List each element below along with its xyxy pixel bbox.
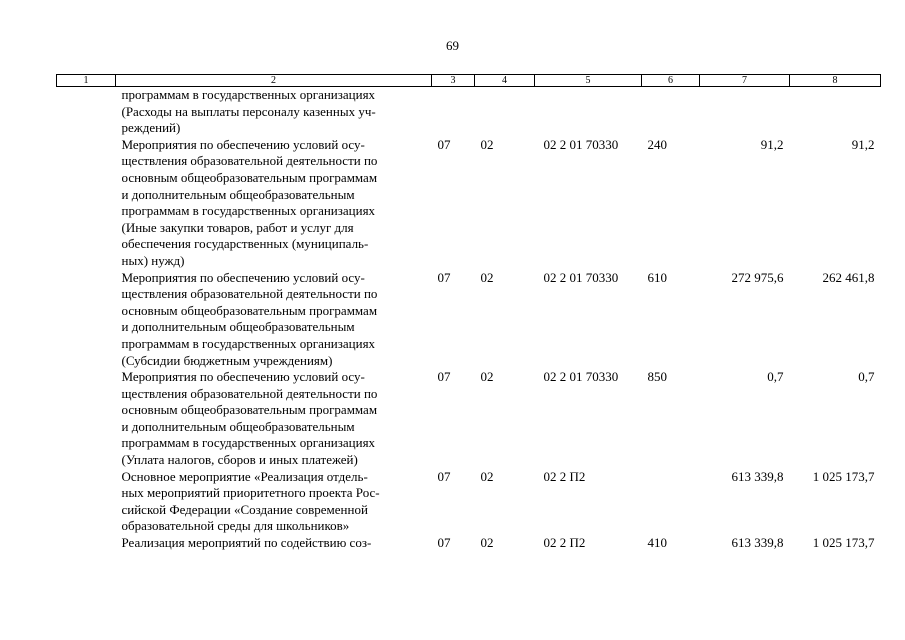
row-name-line: программам в государственных организациях — [121, 203, 376, 219]
row-name-line: реждений) — [121, 120, 181, 136]
subsection-code-cell: 02 — [480, 535, 494, 551]
table-row — [57, 137, 881, 270]
section-code-cell: 07 — [437, 269, 451, 285]
row-name-line: и дополнительным общеобразовательным — [121, 418, 355, 434]
row-name-line: Мероприятия по обеспечению условий осу- — [121, 269, 365, 285]
table-row — [57, 369, 881, 469]
expense-type-cell: 240 — [647, 136, 667, 152]
section-code-cell: 07 — [437, 468, 451, 484]
header-col-3: 3 — [432, 75, 475, 87]
header-col-7: 7 — [700, 75, 790, 87]
row-name-line: ных) нужд) — [121, 252, 185, 268]
table-row — [57, 87, 881, 137]
row-name-line: (Субсидии бюджетным учреждениям) — [121, 352, 333, 368]
row-name-line: образовательной среды для школьников» — [121, 518, 350, 534]
row-name-line: и дополнительным общеобразовательным — [121, 186, 355, 202]
expense-type-cell: 850 — [647, 369, 667, 385]
target-article-cell: 02 2 01 70330 — [543, 369, 619, 385]
amount-year1-cell — [700, 87, 790, 137]
row-name-cell — [116, 535, 432, 552]
row-name-line: и дополнительным общеобразовательным — [121, 319, 355, 335]
header-col-8: 8 — [790, 75, 881, 87]
header-row — [57, 75, 881, 87]
row-number-cell — [57, 137, 116, 270]
amount-year1-cell: 613 339,8 — [731, 468, 784, 484]
target-article-cell — [535, 87, 642, 137]
section-code-cell: 07 — [437, 535, 451, 551]
row-name-line: основным общеобразовательным программам — [121, 402, 378, 418]
amount-year2-cell: 1 025 173,7 — [812, 468, 875, 484]
row-name-line: ществления образовательной деятельности по — [121, 286, 378, 302]
row-name-line: основным общеобразовательным программам — [121, 169, 378, 185]
amount-year2-cell: 0,7 — [858, 369, 875, 385]
amount-year2-cell: 91,2 — [851, 136, 875, 152]
row-name-line: Реализация мероприятий по содействию соз- — [121, 535, 372, 551]
amount-year2-cell: 262 461,8 — [822, 269, 875, 285]
row-name-line: ществления образовательной деятельности по — [121, 385, 378, 401]
table-header — [57, 75, 881, 87]
table-row — [57, 535, 881, 552]
target-article-cell: 02 2 01 70330 — [543, 136, 619, 152]
amount-year1-cell: 91,2 — [760, 136, 784, 152]
subsection-code-cell: 02 — [480, 269, 494, 285]
row-name-line: программам в государственных организациях — [121, 335, 376, 351]
row-name-cell — [116, 369, 432, 469]
budget-table — [56, 74, 881, 552]
row-name-cell — [116, 137, 432, 270]
target-article-cell: 02 2 П2 — [543, 535, 586, 551]
table-body — [57, 87, 881, 552]
section-code-cell: 07 — [437, 369, 451, 385]
expense-type-cell — [642, 469, 700, 535]
header-col-5: 5 — [535, 75, 642, 87]
row-name-cell — [116, 270, 432, 370]
row-name-line: Основное мероприятие «Реализация отдель- — [121, 468, 368, 484]
row-name-cell — [116, 87, 432, 137]
row-name-line: программам в государственных организациях — [121, 87, 376, 102]
subsection-code-cell: 02 — [480, 468, 494, 484]
subsection-code-cell — [475, 87, 535, 137]
header-col-2: 2 — [116, 75, 432, 87]
row-number-cell — [57, 369, 116, 469]
section-code-cell — [432, 87, 475, 137]
amount-year1-cell: 272 975,6 — [731, 269, 784, 285]
target-article-cell: 02 2 П2 — [543, 468, 586, 484]
row-name-line: программам в государственных организациях — [121, 435, 376, 451]
subsection-code-cell: 02 — [480, 369, 494, 385]
expense-type-cell: 610 — [647, 269, 667, 285]
row-name-line: (Уплата налогов, сборов и иных платежей) — [121, 452, 358, 468]
row-number-cell — [57, 270, 116, 370]
row-name-line: основным общеобразовательным программам — [121, 302, 378, 318]
expense-type-cell: 410 — [647, 535, 667, 551]
header-col-4: 4 — [475, 75, 535, 87]
row-name-line: сийской Федерации «Создание современной — [121, 501, 368, 517]
row-name-line: ществления образовательной деятельности по — [121, 153, 378, 169]
page-number: 69 — [446, 38, 459, 53]
row-number-cell — [57, 87, 116, 137]
row-number-cell — [57, 469, 116, 535]
row-name-line: Мероприятия по обеспечению условий осу- — [121, 369, 365, 385]
table-row — [57, 469, 881, 535]
row-name-line: (Иные закупки товаров, работ и услуг для — [121, 219, 354, 235]
amount-year2-cell: 1 025 173,7 — [812, 535, 875, 551]
row-name-line: Мероприятия по обеспечению условий осу- — [121, 136, 365, 152]
target-article-cell: 02 2 01 70330 — [543, 269, 619, 285]
row-number-cell — [57, 535, 116, 552]
row-name-line: обеспечения государственных (муниципаль- — [121, 236, 369, 252]
expense-type-cell — [642, 87, 700, 137]
amount-year1-cell: 613 339,8 — [731, 535, 784, 551]
table-row — [57, 270, 881, 370]
row-name-cell — [116, 469, 432, 535]
section-code-cell: 07 — [437, 136, 451, 152]
header-col-1: 1 — [57, 75, 116, 87]
row-name-line: ных мероприятий приоритетного проекта Рос- — [121, 485, 380, 501]
row-name-line: (Расходы на выплаты персоналу казенных уч- — [121, 103, 376, 119]
subsection-code-cell: 02 — [480, 136, 494, 152]
amount-year2-cell — [790, 87, 881, 137]
amount-year1-cell: 0,7 — [767, 369, 784, 385]
header-col-6: 6 — [642, 75, 700, 87]
